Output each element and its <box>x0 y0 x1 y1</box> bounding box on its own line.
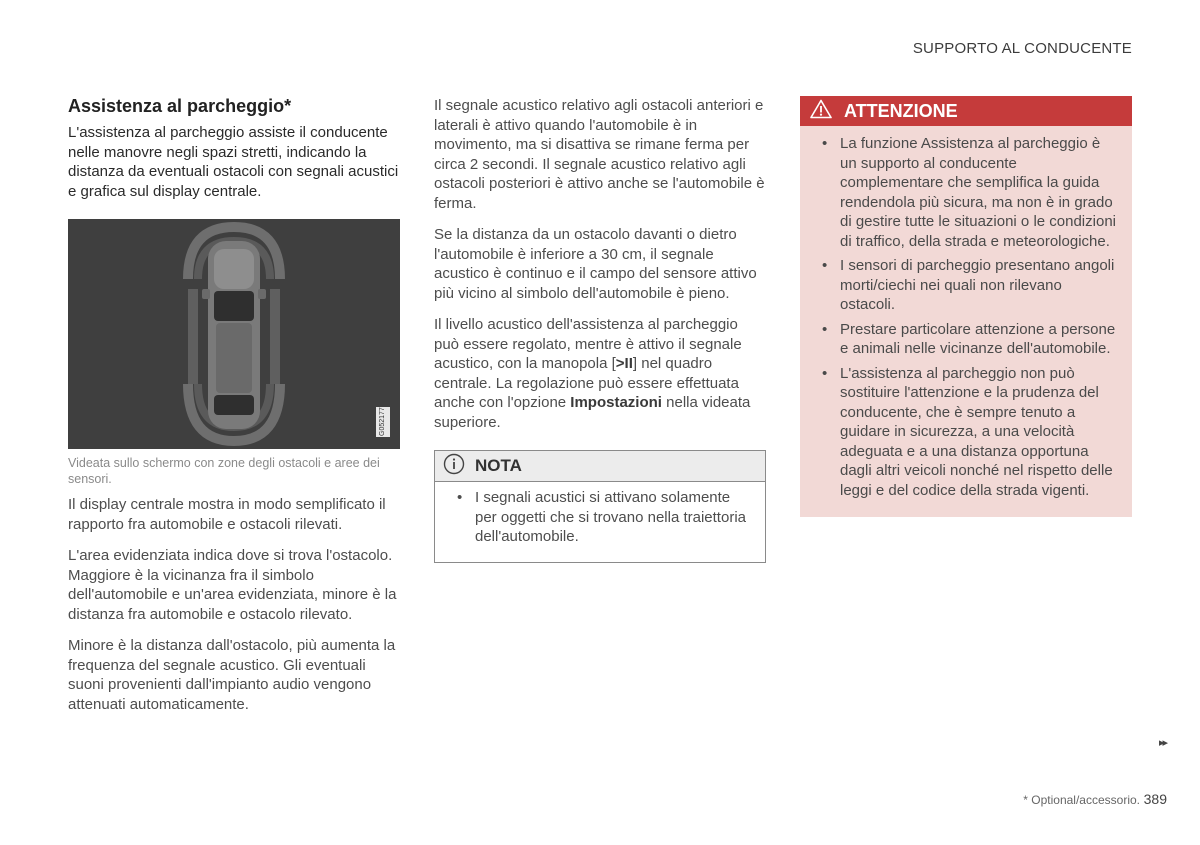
warning-header <box>800 96 1132 126</box>
text-fragment: Il livello acustico dell'assistenza al parcheggio può essere regolato, mentre è attivo il segnale acustico, con la manopola [ <box>434 316 742 372</box>
list-item: • Prestare particolare attenzione a persone e animali nelle vicinanze dell'automobile. <box>822 320 1116 357</box>
warning-triangle-icon <box>810 99 832 124</box>
parking-display-figure <box>68 219 400 449</box>
paragraph: L'area evidenziata indica dove si trova l'ostacolo. Maggiore è la vicinanza fra il simbolo dell'automobile e un'area evidenziata, minore è la distanza fra automobile e ostacolo rilevato. <box>68 547 397 623</box>
footnote: * Optional/accessorio. <box>1023 793 1140 807</box>
column-right <box>800 96 1132 517</box>
double-arrow-icon: ▸▸ <box>1158 737 1166 749</box>
list-item: • L'assistenza al parcheggio non può sostituire l'attenzione e la prudenza del conducente, che è sempre tenuto a guidare in sicurezza, a una velocità adeguata e a una distanza opportuna dagli altri veicoli nonché nel rispetto delle leggi e del codice della strada vigenti. <box>822 364 1113 499</box>
text-fragment: nella videata superiore. <box>434 394 751 431</box>
paragraph: Se la distanza da un ostacolo davanti o dietro l'automobile è inferiore a 30 cm, il segnale acustico è continuo e il campo del sensore attivo più vicino al simbolo dell'automobile è pieno. <box>434 226 757 302</box>
warning-body <box>800 126 1132 500</box>
list-item: • I sensori di parcheggio presentano angoli morti/ciechi nei quali non rilevano ostacoli. <box>822 257 1115 313</box>
paragraph: Minore è la distanza dall'ostacolo, più aumenta la frequenza del segnale acustico. Gli eventuali suoni provenienti dall'impianto audio vengono attenuati automaticamente. <box>68 637 396 713</box>
running-header: SUPPORTO AL CONDUCENTE <box>912 40 1132 57</box>
parking-sensor-illustration <box>68 219 400 449</box>
text-fragment: ] nel quadro centrale. La regolazione può essere effettuata anche con l'opzione <box>434 355 739 411</box>
note-body <box>435 482 765 562</box>
settings-option: Impostazioni <box>570 394 662 411</box>
note-header <box>435 451 765 482</box>
page-number: 389 <box>1143 791 1167 807</box>
column-middle <box>434 96 766 563</box>
paragraph: Il display centrale mostra in modo semplificato il rapporto fra automobile e ostacoli rilevati. <box>68 496 386 533</box>
knob-symbol: >II <box>615 355 633 372</box>
intro-paragraph: L'assistenza al parcheggio assiste il conducente nelle manovre negli spazi stretti, indicando la distanza da eventuali ostacoli con segnali acustici e grafica sul display centrale. <box>68 124 399 200</box>
figure-caption: Videata sullo schermo con zone degli ostacoli e aree dei sensori. <box>68 456 380 486</box>
warning-box <box>800 96 1132 517</box>
figure-code: G052177 <box>376 407 390 437</box>
info-circle-icon <box>443 453 465 480</box>
section-title: Assistenza al parcheggio* <box>68 96 292 116</box>
note-title: NOTA <box>475 456 522 475</box>
paragraph: Il segnale acustico relativo agli ostacoli anteriori e laterali è attivo quando l'automobile è in movimento, ma si disattiva se rimane ferma per circa 2 secondi. Il segnale acustico relativo agli ostacoli posteriori è attivo anche se l'automobile è ferma. <box>434 97 765 212</box>
warning-title: ATTENZIONE <box>844 100 958 121</box>
column-left <box>68 96 400 726</box>
paragraph-volume <box>434 315 766 432</box>
list-item: • La funzione Assistenza al parcheggio è un supporto al conducente complementare che semplifica la guida rendendola più sicura, ma non è in grado di gestire tutte le situazioni o le condizioni di traffico, della strada e meteorologiche. <box>822 135 1116 250</box>
list-item: • I segnali acustici si attivano solamente per oggetti che si trovano nella traiettoria dell'automobile. <box>457 489 746 545</box>
note-box <box>434 450 766 563</box>
